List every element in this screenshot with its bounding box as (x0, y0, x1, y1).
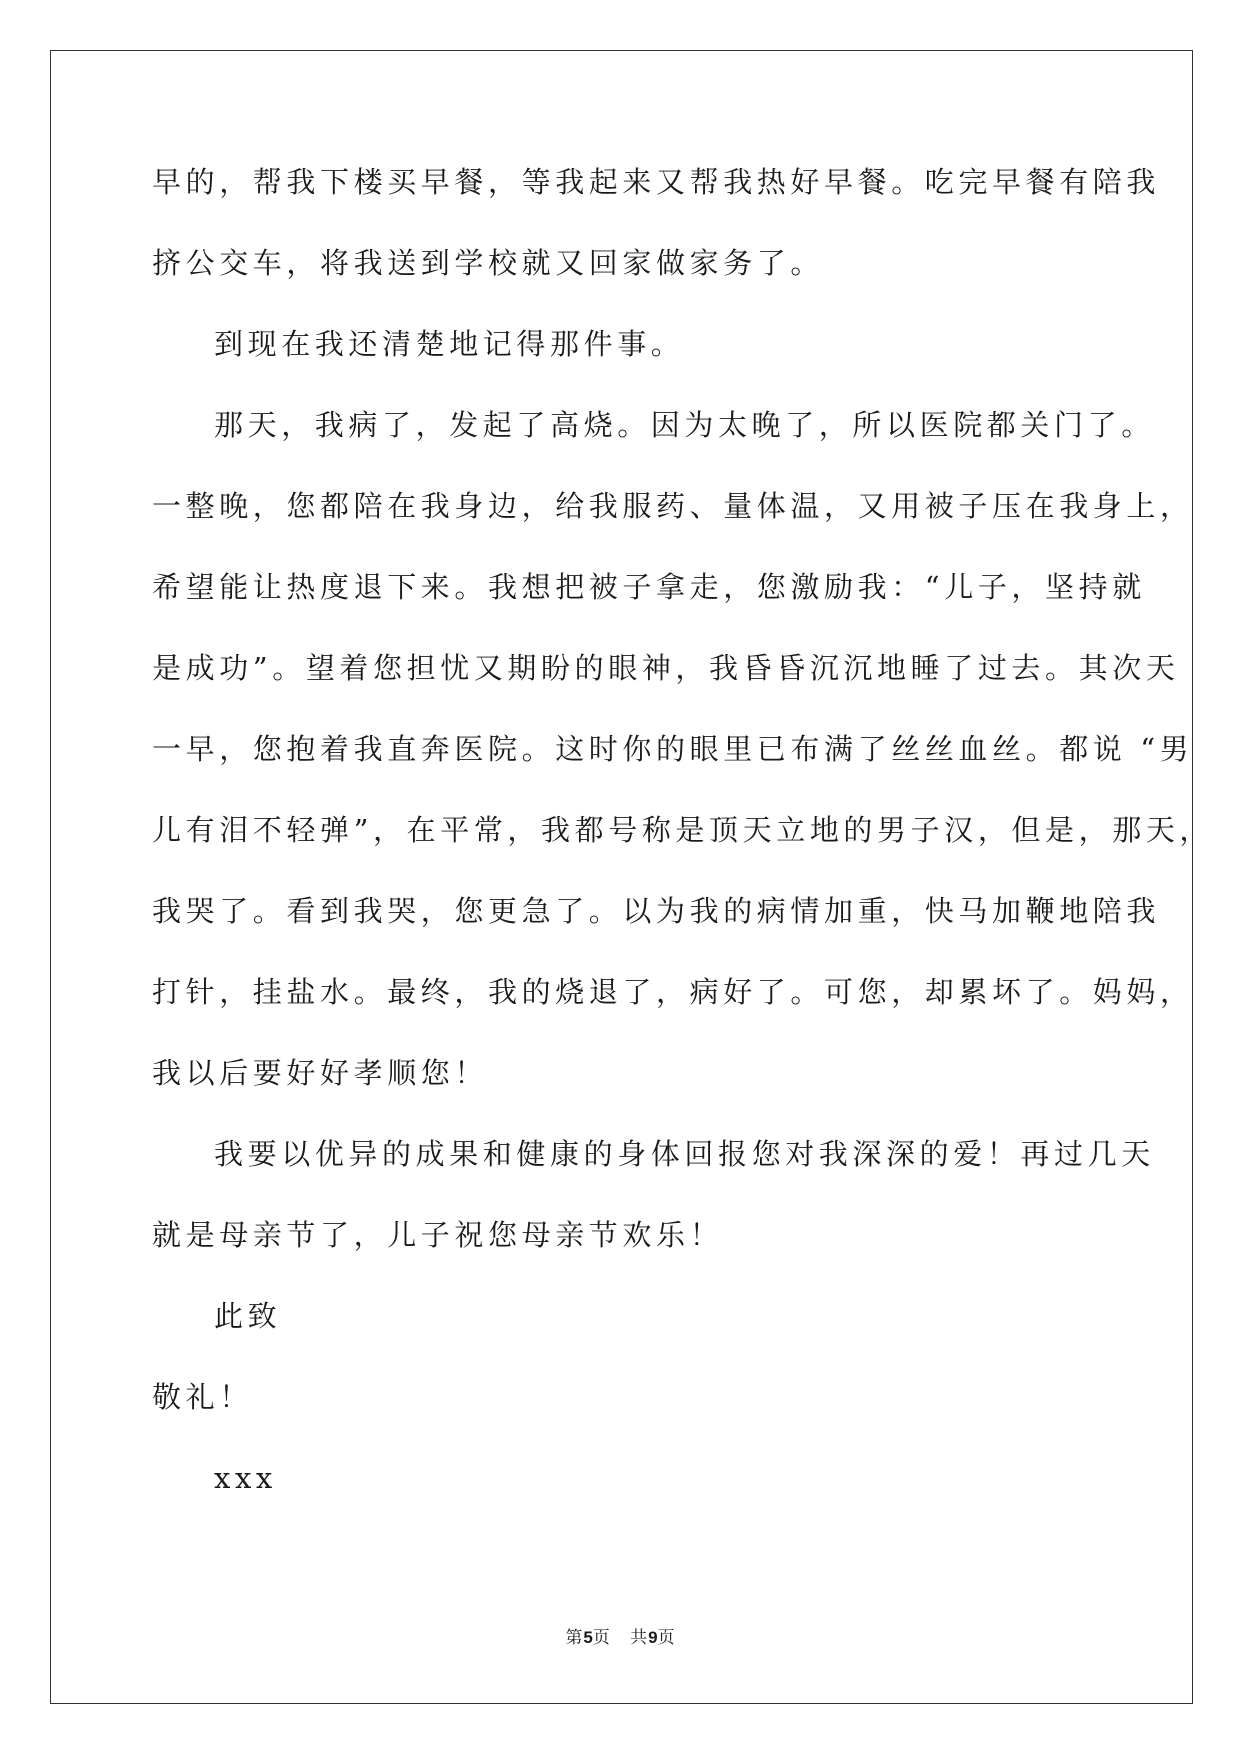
letter-body (152, 162, 1214, 1539)
footer-suffix: 页 (657, 1628, 676, 1648)
text-line: 希望能让热度退下来。我想把被子拿走，您激励我：“儿子，坚持就 (152, 570, 1146, 604)
closing-salutation: 此致 (214, 1299, 282, 1333)
current-page-number: 5 (583, 1628, 593, 1647)
text-line: 一整晚，您都陪在我身边，给我服药、量体温，又用被子压在我身上， (152, 489, 1194, 523)
total-page-number: 9 (648, 1628, 658, 1647)
text-line: 一早，您抱着我直奔医院。这时你的眼里已布满了丝丝血丝。都说 “男 (152, 732, 1194, 766)
text-line: 是成功”。望着您担忧又期盼的眼神，我昏昏沉沉地睡了过去。其次天 (152, 651, 1180, 685)
paragraph-start: 我要以优异的成果和健康的身体回报您对我深深的爱！再过几天 (214, 1137, 1155, 1171)
text-line: 挤公交车，将我送到学校就又回家做家务了。 (152, 246, 825, 280)
paragraph-start: 到现在我还清楚地记得那件事。 (214, 327, 685, 361)
footer-prefix: 第 (565, 1628, 584, 1648)
page-footer (0, 1626, 1241, 1650)
text-line: 打针，挂盐水。最终，我的烧退了，病好了。可您，却累坏了。妈妈， (152, 975, 1194, 1009)
paragraph-start: 那天，我病了，发起了高烧。因为太晚了，所以医院都关门了。 (214, 408, 1155, 442)
signature: xxx (214, 1461, 277, 1495)
text-line: 我哭了。看到我哭，您更急了。以为我的病情加重，快马加鞭地陪我 (152, 894, 1161, 928)
text-line: 儿有泪不轻弹”，在平常，我都号称是顶天立地的男子汉，但是，那天， (152, 813, 1214, 847)
footer-middle: 页 共 (592, 1628, 649, 1648)
text-line: 早的，帮我下楼买早餐，等我起来又帮我热好早餐。吃完早餐有陪我 (152, 165, 1161, 199)
closing-regards: 敬礼！ (152, 1380, 253, 1414)
text-line: 我以后要好好孝顺您！ (152, 1056, 489, 1090)
text-line: 就是母亲节了，儿子祝您母亲节欢乐！ (152, 1218, 724, 1252)
